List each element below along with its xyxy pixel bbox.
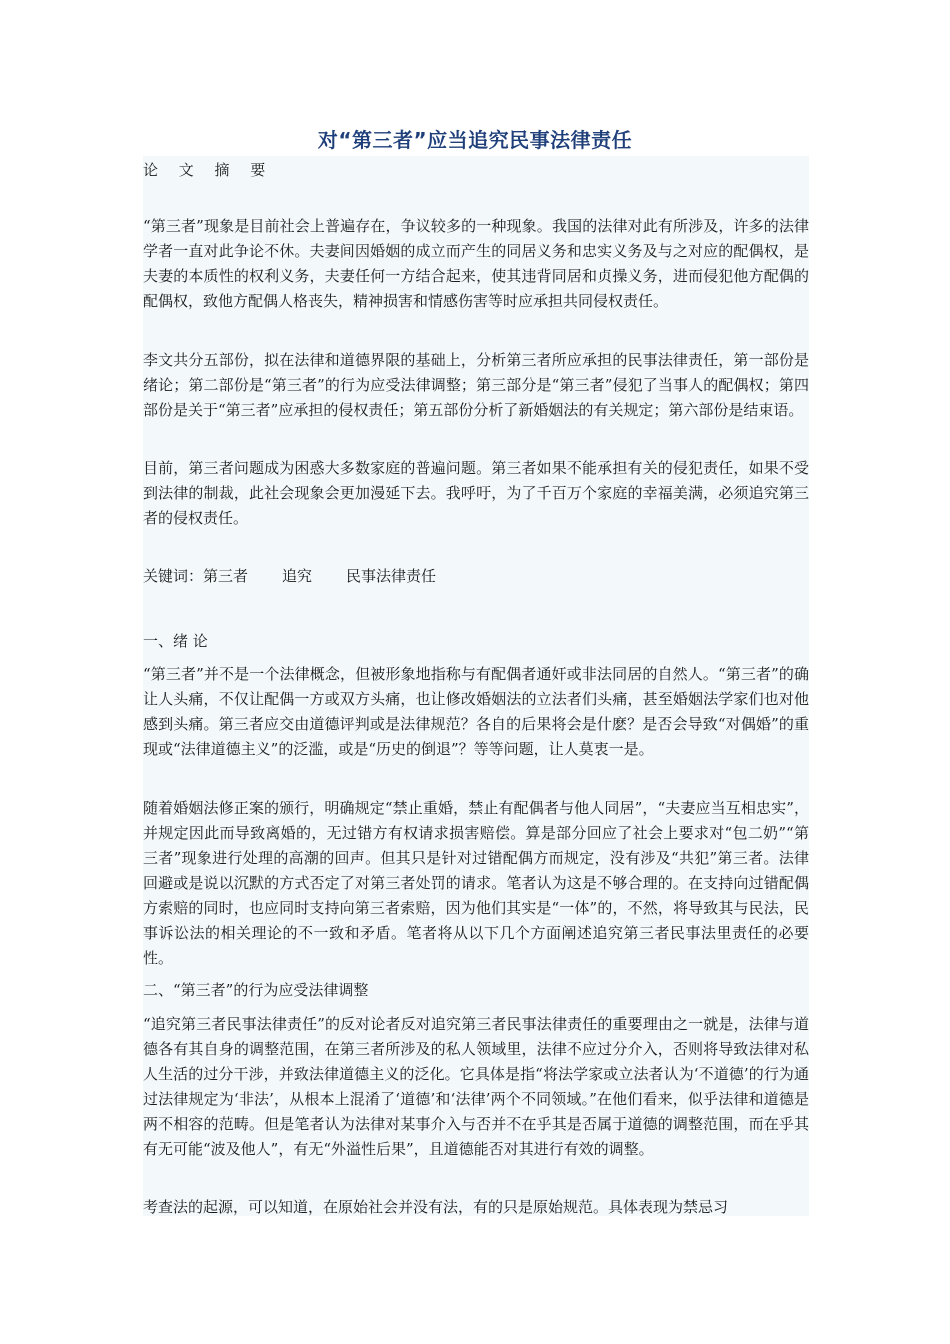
section-1-paragraph: [143, 662, 809, 762]
keyword: 第三者: [203, 567, 249, 585]
abstract-paragraph-3: 目前，第三者问题成为困惑大多数家庭的普遍问题。第三者如果不能承担有关的侵犯责任，如果不受到法律的制裁，此社会现象会更加漫延下去。我呼吁，为了千百万个家庭的幸福美满，必须追究第三者的侵权责任。: [143, 459, 809, 527]
document-title: 对“第三者”应当追究民事法律责任: [317, 128, 633, 152]
section-1-heading: 一、绪 论: [143, 632, 208, 650]
abstract-label-row: [143, 158, 809, 183]
section-2-heading: 二、“第三者”的行为应受法律调整: [143, 981, 369, 999]
section-1-paragraph-1: “第三者”并不是一个法律概念，但被形象地指称与有配偶者通奸或非法同居的自然人。“第三者”的确让人头痛，不仅让配偶一方或双方头痛，也让修改婚姻法的立法者们头痛，甚至婚姻法学家们也对他感到头痛。第三者应交由道德评判或是法律规范？各自的后果将会是什麽？是否会导致“对偶婚”的重现或“法律道德主义”的泛滥，或是“历史的倒退”？等等问题，让人莫衷一是。: [143, 665, 809, 758]
abstract-paragraph: [143, 348, 809, 423]
keywords-label: 关键词：: [143, 567, 204, 585]
document-body: [143, 156, 809, 1216]
section-1-paragraph-2: 随着婚姻法修正案的颁行，明确规定“禁止重婚，禁止有配偶者与他人同居”，“夫妻应当互相忠实”，并规定因此而导致离婚的，无过错方有权请求损害赔偿。算是部分回应了社会上要求对“包二奶”“第三者”现象进行处理的高潮的回声。但其只是针对过错配偶方而规定，没有涉及“共犯”第三者。法律回避或是说以沉默的方式否定了对第三者处罚的请求。笔者认为这是不够合理的。在支持向过错配偶方索赔的同时，也应同时支持向第三者索赔，因为他们其实是“一体”的，不然，将导致其与民法，民事诉讼法的相关理论的不一致和矛盾。笔者将从以下几个方面阐述追究第三者民事法里责任的必要性。: [143, 799, 809, 967]
section-2-paragraph: [143, 1195, 809, 1220]
section-2-paragraph-2: 考查法的起源，可以知道，在原始社会并没有法，有的只是原始规范。具体表现为禁忌习: [143, 1198, 729, 1216]
section-heading-row: [143, 978, 809, 1003]
abstract-paragraph: [143, 214, 809, 314]
abstract-paragraph: [143, 456, 809, 531]
abstract-paragraph-2: 李文共分五部份，拟在法律和道德界限的基础上，分析第三者所应承担的民事法律责任，第一部份是绪论；第二部份是“第三者”的行为应受法律调整；第三部分是“第三者”侵犯了当事人的配偶权；第四部份是关于“第三者”应承担的侵权责任；第五部份分析了新婚姻法的有关规定；第六部份是结束语。: [143, 351, 809, 419]
keyword: 追究: [282, 567, 313, 585]
abstract-paragraph-1: “第三者”现象是目前社会上普遍存在，争议较多的一种现象。我国的法律对此有所涉及，许多的法律学者一直对此争论不休。夫妻间因婚姻的成立而产生的同居义务和忠实义务及与之对应的配偶权，是夫妻的本质性的权利义务，夫妻任何一方结合起来，使其违背同居和贞操义务，进而侵犯他方配偶的配偶权，致他方配偶人格丧失，精神损害和情感伤害等时应承担共同侵权责任。: [143, 217, 809, 310]
keyword: 民事法律责任: [346, 567, 437, 585]
section-1-paragraph: [143, 796, 809, 971]
section-2-paragraph-1: “追究第三者民事法律责任”的反对论者反对追究第三者民事法律责任的重要理由之一就是，法律与道德各有其自身的调整范围，在第三者所涉及的私人领域里，法律不应过分介入，否则将导致法律对私人生活的过分干涉，并致法律道德主义的泛化。它具体是指“将法学家或立法者认为‘不道德’的行为通过法律规定为‘非法’，从根本上混淆了‘道德’和‘法律’两个不同领域。”在他们看来，似乎法律和道德是两不相容的范畴。但是笔者认为法律对某事介入与否并不在乎其是否属于道德的调整范围，而在乎其有无可能“波及他人”，有无“外溢性后果”，且道德能否对其进行有效的调整。: [143, 1015, 809, 1158]
keywords-row: [143, 564, 809, 589]
abstract-label: 论 文 摘 要: [143, 161, 274, 179]
section-heading-row: [143, 629, 809, 654]
section-2-paragraph: [143, 1012, 809, 1162]
